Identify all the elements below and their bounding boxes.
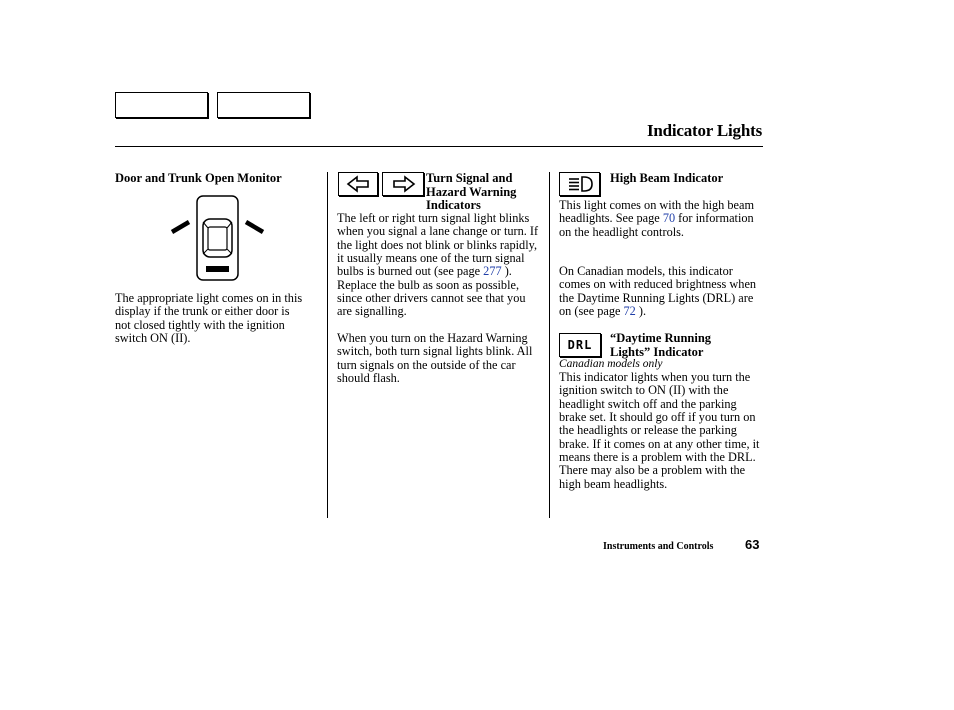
page-link-70[interactable]: 70 (662, 211, 676, 226)
high-beam-text-part: This light comes on with the high beam headlights. See page (559, 198, 755, 226)
high-beam-icon (560, 173, 599, 195)
door-monitor-text: The appropriate light comes on in this display if the trunk or either door is not closed tightly with the ignition switch ON (II). (115, 291, 303, 346)
left-turn-indicator-box (338, 172, 378, 196)
turn-signal-text (337, 212, 543, 319)
column-divider (549, 172, 550, 518)
turn-signal-text-part: The left or right turn signal light blinks when you signal a lane change or turn. If the light does not blink or blinks rapidly, it usually means one of the turn signal bulbs is burned out (see page (337, 211, 539, 279)
right-turn-arrow-icon (383, 173, 423, 195)
column-divider (327, 172, 328, 518)
hazard-warning-text: When you turn on the Hazard Warning switch, both turn signal lights blink. All turn signals on the outside of the car should flash. (337, 331, 533, 386)
high-beam-text (559, 199, 763, 239)
high-beam-heading: High Beam Indicator (610, 171, 724, 185)
drl-heading: “Daytime Running Lights” Indicator (610, 331, 712, 359)
footer-section-label: Instruments and Controls (603, 541, 714, 552)
nav-button-next[interactable] (217, 92, 310, 118)
left-turn-arrow-icon (339, 173, 377, 195)
page-title: Indicator Lights (646, 121, 762, 140)
turn-signal-text-part: ). Replace the bulb as soon as possible, since other drivers cannot see that you are signalling. (337, 264, 526, 319)
page-link-72[interactable]: 72 (623, 304, 636, 319)
canadian-high-beam-text (559, 265, 763, 318)
car-top-view-icon (168, 194, 266, 282)
door-monitor-heading: Door and Trunk Open Monitor (115, 171, 282, 185)
high-beam-text-part: for information on the headlight controls. (559, 211, 754, 239)
canadian-text-part: ). (635, 304, 647, 319)
page-number: 63 (745, 537, 760, 552)
right-turn-indicator-box (382, 172, 424, 196)
drl-indicator-box (559, 333, 601, 357)
nav-button-previous[interactable] (115, 92, 208, 118)
drl-text: This indicator lights when you turn the ignition switch to ON (II) with the headlight switch off and the parking brake set. It should go off if you turn on the headlights or release the parking brake. If it comes on at any other time, it means there is a problem with the DRL. There may also be a problem with the high beam headlights. (559, 370, 760, 491)
drl-icon: DRL (567, 338, 593, 352)
canadian-models-note: Canadian models only (559, 358, 663, 370)
turn-signal-heading: Turn Signal and Hazard Warning Indicators (426, 171, 517, 212)
high-beam-indicator-box (559, 172, 600, 196)
canadian-text-part: On Canadian models, this indicator comes on with reduced brightness when the Daytime Running Lights (DRL) are on (see page (559, 264, 757, 319)
page-link-277[interactable]: 277 (483, 264, 502, 279)
title-rule (115, 146, 763, 147)
